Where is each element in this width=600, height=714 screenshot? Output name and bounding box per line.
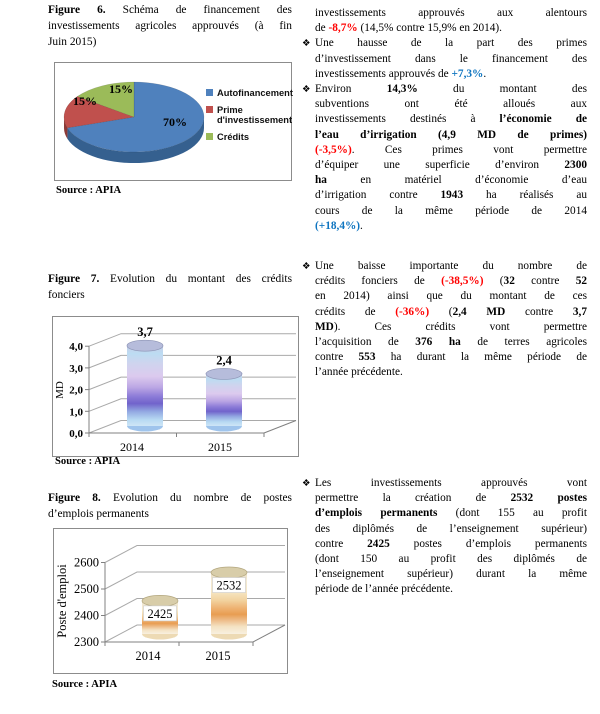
legend-item — [206, 88, 293, 99]
floor-edge — [253, 625, 285, 642]
cylinder-bar-2015 — [206, 374, 242, 426]
y-tick-label: 2,0 — [69, 384, 83, 397]
pie-legend — [206, 88, 293, 143]
y-axis-title: Poste d'emploi — [55, 564, 69, 638]
text-line: cours de la même période de 2014 — [315, 204, 587, 217]
bar-chart-figure7 — [53, 317, 298, 456]
legend-swatch-icon — [206, 89, 213, 96]
x-category-label: 2015 — [205, 649, 231, 663]
text-line: Figure 8. Evolution du nombre de postes — [48, 492, 292, 504]
text-line: Figure 7. Evolution du montant des crédits — [48, 273, 293, 285]
cylinder-top — [142, 595, 178, 606]
text-line: investissements approuvés de +7,3%. — [315, 67, 487, 80]
legend-label: Crédits — [217, 132, 250, 143]
gridline — [89, 355, 296, 368]
y-tick-label: 2500 — [74, 582, 99, 596]
y-tick-label: 0,0 — [69, 428, 83, 440]
text-line: ❖ Environ 14,3% du montant des — [302, 82, 587, 97]
bullet-diamond-icon: ❖ — [302, 85, 311, 96]
text-line: investissements approuvés aux alentours — [315, 7, 587, 19]
gridline — [89, 421, 296, 434]
legend-swatch-icon — [206, 106, 213, 113]
y-tick-label: 2600 — [74, 555, 99, 570]
x-category-label: 2014 — [135, 649, 161, 663]
pie-percent-label: 70% — [163, 115, 187, 129]
figure7-chart-panel — [52, 316, 299, 457]
gridline — [89, 334, 296, 347]
figure8-caption — [48, 491, 292, 523]
value-label: 2532 — [216, 578, 242, 593]
bullet-diamond-icon: ❖ — [302, 479, 311, 489]
right-column-block-3 — [302, 476, 587, 598]
cylinder-top — [206, 368, 242, 379]
y-tick-label: 2400 — [74, 608, 99, 623]
figure8-chart-panel — [53, 528, 288, 674]
figure6-caption — [48, 3, 292, 50]
text-line: investissements destinés à l’économie de — [315, 113, 587, 126]
text-line: l’année précédente. — [315, 366, 403, 379]
legend-label: Autofinancement — [217, 88, 293, 98]
value-label: 2425 — [147, 606, 173, 621]
cylinder-top — [211, 567, 247, 578]
figure7-caption — [48, 272, 292, 304]
text-line: contre 553 ha durant la même période de — [315, 351, 587, 364]
text-line: en 2014) ainsi que du montant de ces — [315, 290, 587, 303]
text-line: Juin 2015) — [48, 35, 97, 48]
text-line: fonciers — [48, 288, 85, 301]
text-line: l’eau d’irrigation (4,9 MD de primes) — [315, 128, 587, 141]
bullet-diamond-icon: ❖ — [302, 39, 311, 50]
text-line: ❖ Une baisse importante du nombre de — [302, 259, 587, 274]
gridline — [89, 377, 296, 390]
figure7-source: Source : APIA — [55, 456, 121, 467]
cylinder-top — [127, 340, 163, 351]
legend-item — [206, 105, 293, 126]
figure6-source: Source : APIA — [56, 185, 122, 196]
text-line: subventions ont été alloués aux — [315, 98, 587, 111]
y-tick-label: 1,0 — [69, 406, 83, 419]
text-line: crédits de (-36%) (2,4 MD contre 3,7 — [315, 305, 587, 318]
text-line: contre 2425 postes d’emplois permanents — [315, 537, 587, 550]
y-tick-label: 2300 — [74, 635, 99, 649]
text-line: (+18,4%). — [315, 219, 363, 232]
bullet-diamond-icon: ❖ — [302, 262, 311, 272]
text-line: ha en matériel d’économie d’eau — [315, 174, 587, 187]
text-line: (-3,5%). Ces primes vont permettre — [315, 143, 587, 156]
text-line: Figure 6. Schéma de financement des — [48, 4, 292, 16]
gridline — [105, 599, 285, 616]
text-line: crédits fonciers de (-38,5%) (32 contre 52 — [315, 275, 587, 288]
text-line: (dont 150 au profit des diplômés de — [315, 553, 587, 566]
legend-item — [206, 132, 293, 143]
gridline — [105, 572, 285, 589]
floor-edge — [264, 421, 296, 434]
text-line: d’équiper une superficie d’environ 2300 — [315, 159, 587, 172]
text-line: d’investissement dans le financement des — [315, 52, 587, 65]
x-category-label: 2015 — [208, 440, 232, 454]
text-line: investissements agricoles approuvés (à fin — [48, 19, 292, 32]
text-line: l’acquisition de 376 ha de terres agricoles — [315, 336, 587, 349]
text-line: ❖ Les investissements approuvés vont — [302, 476, 587, 491]
y-axis-title: MD — [54, 381, 66, 399]
text-line: période de l’année précédente. — [315, 583, 453, 596]
value-label: 2,4 — [216, 353, 232, 368]
y-tick-label: 3,0 — [69, 362, 83, 375]
text-line: ❖ Une hausse de la part des primes — [302, 36, 587, 51]
text-line: de -8,7% (14,5% contre 15,9% en 2014). — [315, 22, 502, 35]
text-line: permettre la création de 2532 postes — [315, 492, 587, 505]
legend-swatch-icon — [206, 133, 213, 140]
legend-label: Prime d'investissement — [217, 104, 293, 126]
pie-percent-label: 15% — [109, 82, 133, 96]
figure8-source: Source : APIA — [52, 679, 118, 690]
figure6-chart-panel — [54, 62, 292, 181]
cylinder-bar-2014 — [127, 346, 163, 426]
pie-percent-label: 15% — [73, 94, 97, 108]
y-tick-label: 4,0 — [69, 341, 83, 354]
text-line: d’emplois permanents (dont 155 au profit — [315, 507, 587, 520]
text-line: d’irrigation contre 1943 ha réalisés au — [315, 189, 588, 202]
text-line: des diplômés de l’enseignement supérieur) — [315, 522, 587, 535]
right-column-block-2 — [302, 259, 587, 381]
right-column-block-1 — [302, 6, 587, 234]
value-label: 3,7 — [137, 325, 153, 340]
gridline — [89, 399, 296, 412]
text-line: l’enseignement supérieur) durant la même — [315, 568, 587, 581]
text-line: d’emplois permanents — [48, 507, 149, 520]
bar-chart-figure8 — [54, 529, 287, 673]
x-category-label: 2014 — [120, 440, 144, 454]
text-line: MD). Ces crédits vont permettre — [315, 320, 587, 333]
gridline — [105, 546, 285, 563]
